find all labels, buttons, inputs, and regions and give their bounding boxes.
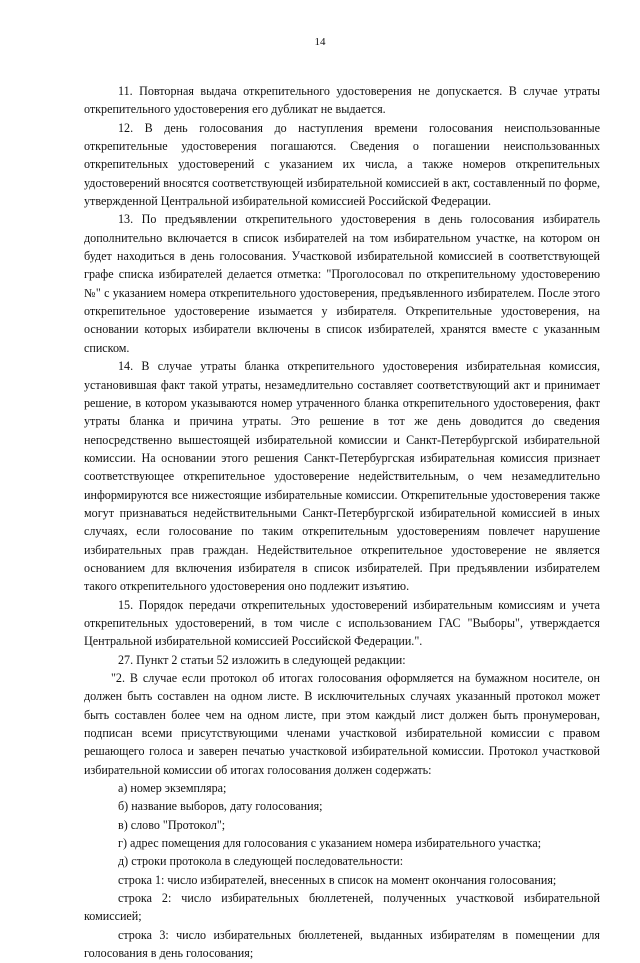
- paragraph-13: 13. По предъявлении открепительного удостоверения в день голосования избиратель дополнительно включается в список избирателей на том избирательном участке, на котором он будет находиться в день голосования. Участковой избирательной комиссией в соответствующей графе списка избирателей делается отметка: "Проголосовал по открепительному удостоверению №" с указанием номера открепительного удостоверения, предъявленного избирателем. После этого открепительное удостоверение изымается у избирателя. Открепительные удостоверения, на основании которых избиратели включены в список избирателей, хранятся вместе с указанным списком.: [84, 212, 600, 355]
- list-item-b: б) название выборов, дату голосования;: [118, 799, 323, 814]
- page-number: 14: [314, 36, 326, 48]
- list-item-a: а) номер экземпляра;: [118, 781, 227, 796]
- list-item-g: г) адрес помещения для голосования с указанием номера избирательного участка;: [118, 836, 542, 851]
- paragraph-12: 12. В день голосования до наступления времени голосования неиспользованные открепительные удостоверения погашаются. Сведения о погашении неиспользованных открепительных удостоверений с указанием их числа, а также номеров открепительных удостоверений вносятся соответствующей избирательной комиссией в акт, составленный по форме, утвержденной Центральной избирательной комиссией Российской Федерации.: [84, 120, 600, 209]
- paragraph-11: 11. Повторная выдача открепительного удостоверения не допускается. В случае утраты открепительного удостоверения его дубликат не выдается.: [84, 84, 600, 117]
- paragraph-14: 14. В случае утраты бланка открепительного удостоверения избирательная комиссия, установившая факт такой утраты, незамедлительно составляет соответствующий акт и принимает решение, в котором указываются номер утраченного бланка открепительного удостоверения, факт утраты бланка и причина утраты. Это решение в тот же день доводится до сведения непосредственно вышестоящей избирательной комиссии и Санкт-Петербургской избирательной комиссии. На основании этого решения Санкт-Петербургская избирательная комиссия признает соответствующее открепительное удостоверение недействительным, о чем незамедлительно информируются все нижестоящие избирательные комиссии. Открепительные удостоверения также могут признаваться недействительными Санкт-Петербургской избирательной комиссией в иных случаях, если голосование по таким открепительным удостоверениям повлечет нарушение избирательных прав граждан. Недействительное открепительное удостоверение не является основанием для включения избирателя в список избирателей. При предъявлении избирателем такого открепительного удостоверения оно подлежит изъятию.: [84, 359, 600, 594]
- list-item-v: в) слово "Протокол";: [118, 817, 226, 832]
- list-item-d: д) строки протокола в следующей последовательности:: [118, 854, 404, 869]
- document-body: [84, 82, 600, 963]
- list-item-line-2: строка 2: число избирательных бюллетеней, полученных участковой избирательной комиссией;: [84, 891, 600, 924]
- paragraph-protocol: "2. В случае если протокол об итогах голосования оформляется на бумажном носителе, он должен быть составлен на одном листе. В исключительных случаях указанный протокол может быть составлен более чем на одном листе, при этом каждый лист должен быть пронумерован, подписан всеми присутствующими членами участковой избирательной комиссии с правом решающего голоса и заверен печатью участковой избирательной комиссии. Протокол участковой избирательной комиссии об итогах голосования должен содержать:: [84, 671, 600, 777]
- list-item-line-1: строка 1: число избирателей, внесенных в список на момент окончания голосования;: [118, 872, 557, 887]
- paragraph-27: 27. Пункт 2 статьи 52 изложить в следующей редакции:: [118, 652, 406, 667]
- paragraph-15: 15. Порядок передачи открепительных удостоверений избирательным комиссиям и учета открепительных удостоверений, в том числе с использованием ГАС "Выборы", утверждается Центральной избирательной комиссией Российской Федерации.".: [84, 597, 600, 649]
- list-item-line-3: строка 3: число избирательных бюллетеней, выданных избирателям в помещении для голосования в день голосования;: [84, 927, 600, 961]
